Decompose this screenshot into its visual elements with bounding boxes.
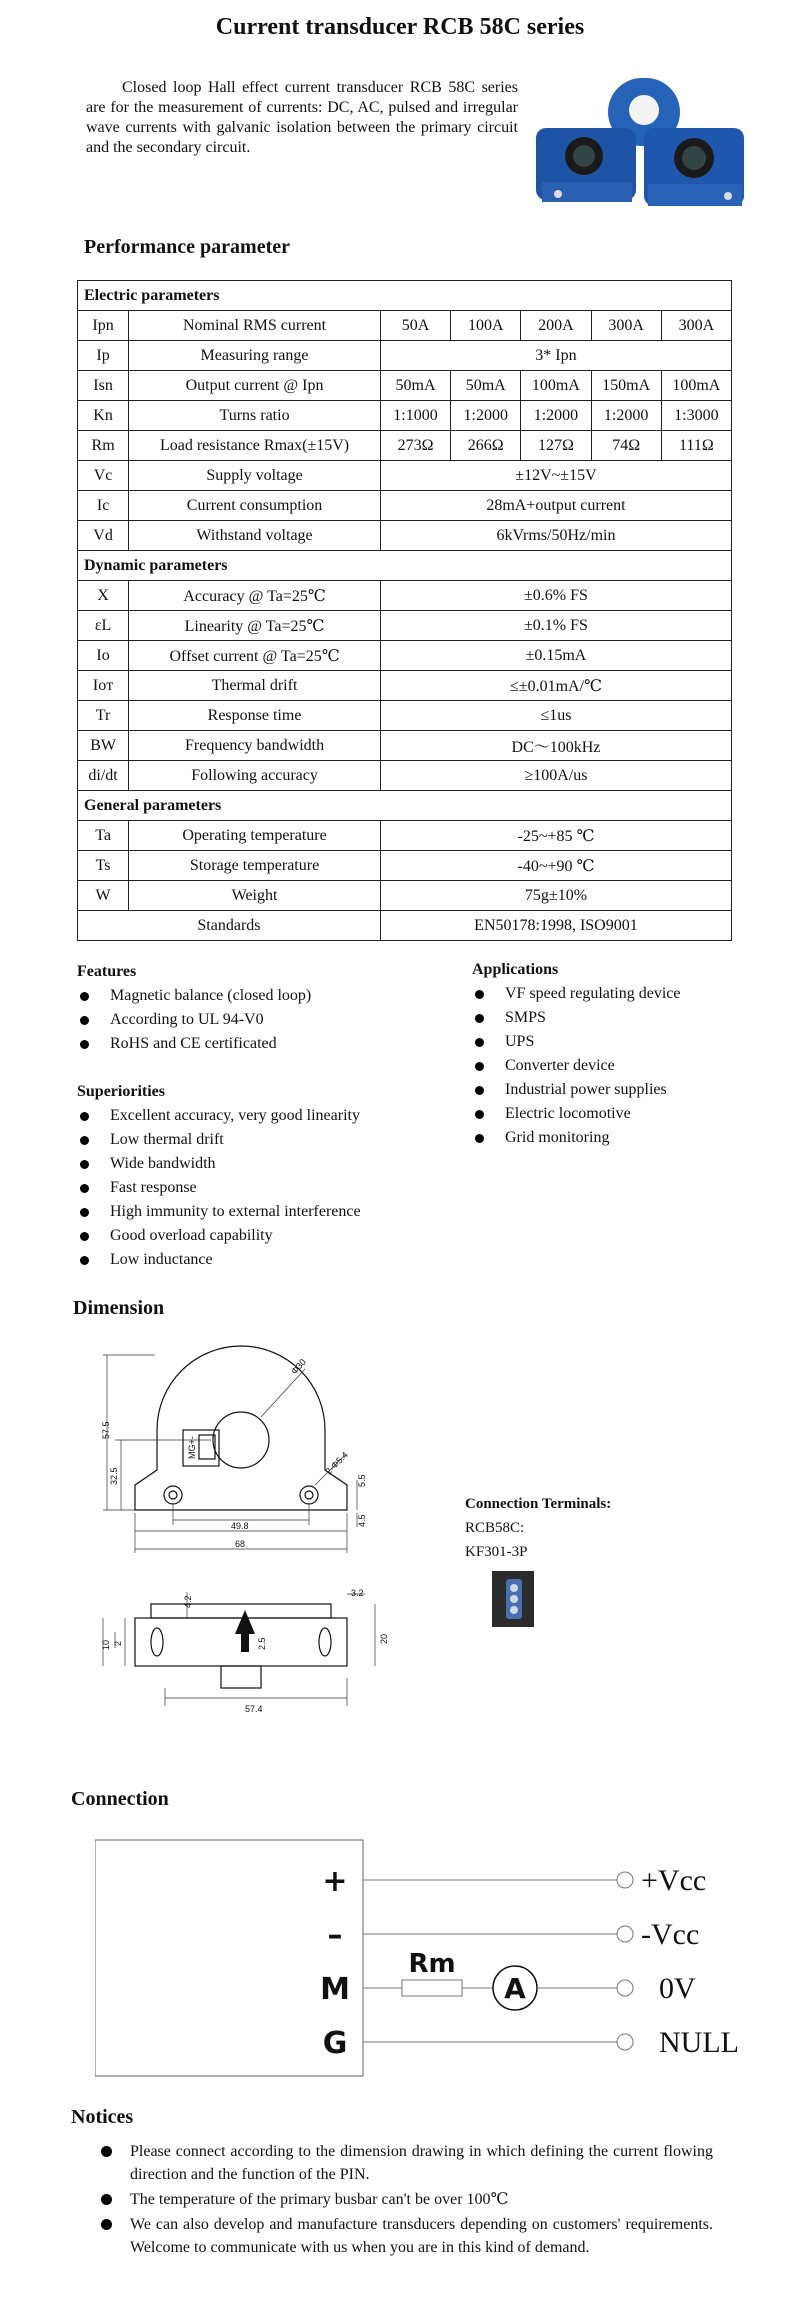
terminal-block-icon: [492, 1571, 534, 1627]
dim-label: 10: [101, 1639, 111, 1650]
list-item: VF speed regulating device: [472, 983, 681, 1007]
dim-label: 68: [235, 1539, 246, 1549]
table-cell: Isn: [78, 371, 129, 401]
terminals-part: KF301-3P: [465, 1544, 528, 1560]
list-item: Please connect according to the dimension drawing in which defining the current flowing direction and the function of the PIN.: [98, 2140, 713, 2186]
table-cell: 200A: [521, 311, 591, 341]
table-row: [78, 491, 732, 521]
table-cell: Standards: [78, 911, 381, 941]
connection-diagram: [95, 1838, 745, 2084]
table-cell: εL: [78, 611, 129, 641]
table-cell: 6kVrms/50Hz/min: [380, 521, 731, 551]
table-cell: 50mA: [451, 371, 521, 401]
pin-m: M: [320, 1972, 350, 2007]
table-cell: DC～100kHz: [380, 731, 731, 761]
dim-label: 3.2: [351, 1588, 364, 1598]
table-cell: 300A: [661, 311, 731, 341]
table-cell: Accuracy @ Ta=25℃: [129, 581, 381, 611]
side-dimension-drawing: [95, 1588, 415, 1718]
table-cell: 100A: [451, 311, 521, 341]
table-cell: Measuring range: [129, 341, 381, 371]
dim-label: 2-Φ5.4: [323, 1449, 351, 1477]
table-row: [78, 521, 732, 551]
table-cell: Vd: [78, 521, 129, 551]
table-cell: 50mA: [380, 371, 450, 401]
list-item: Good overload capability: [77, 1225, 361, 1249]
table-cell: X: [78, 581, 129, 611]
table-cell: 1:2000: [451, 401, 521, 431]
table-cell: Current consumption: [129, 491, 381, 521]
output-label: +Vcc: [641, 1864, 707, 1897]
group-general: General parameters: [78, 791, 732, 821]
table-row: [78, 461, 732, 491]
table-cell: 111Ω: [661, 431, 731, 461]
table-cell: 50A: [380, 311, 450, 341]
table-row: [78, 851, 732, 881]
list-item: According to UL 94-V0: [77, 1009, 311, 1033]
table-cell: Withstand voltage: [129, 521, 381, 551]
table-row: [78, 371, 732, 401]
list-item: Low thermal drift: [77, 1129, 361, 1153]
performance-title: Performance parameter: [84, 236, 290, 258]
list-item: Electric locomotive: [472, 1103, 681, 1127]
table-cell: Output current @ Ipn: [129, 371, 381, 401]
list-item: We can also develop and manufacture transducers depending on customers' requirements. Welcome to communicate with us when you are in this kind of demand.: [98, 2213, 713, 2259]
table-cell: 127Ω: [521, 431, 591, 461]
dim-label: 4.2: [183, 1595, 193, 1608]
connection-title: Connection: [71, 1788, 169, 1810]
table-cell: Linearity @ Ta=25℃: [129, 611, 381, 641]
dim-label: 2.5: [257, 1637, 267, 1650]
pins-label: MG+-: [187, 1436, 197, 1459]
table-cell: Ip: [78, 341, 129, 371]
table-cell: 100mA: [661, 371, 731, 401]
table-row: [78, 401, 732, 431]
table-cell: ±0.1% FS: [380, 611, 731, 641]
table-cell: Operating temperature: [129, 821, 381, 851]
terminal-vcc-minus: [617, 1926, 633, 1942]
table-cell: Turns ratio: [129, 401, 381, 431]
performance-table: [77, 280, 732, 941]
features-title: Features: [77, 963, 137, 980]
table-cell: ±0.15mA: [380, 641, 731, 671]
superiorities-title: Superiorities: [77, 1083, 165, 1100]
table-cell: 300A: [591, 311, 661, 341]
table-cell: 3* Ipn: [380, 341, 731, 371]
table-cell: W: [78, 881, 129, 911]
table-cell: di/dt: [78, 761, 129, 791]
table-cell: 273Ω: [380, 431, 450, 461]
connection-terminals: [465, 1492, 611, 1564]
list-item: Grid monitoring: [472, 1127, 681, 1151]
table-row: [78, 701, 732, 731]
pin-plus: +: [322, 1864, 348, 1899]
terminal-vcc-plus: [617, 1872, 633, 1888]
dim-label: 20: [379, 1633, 389, 1644]
terminals-model: RCB58C:: [465, 1520, 525, 1536]
table-cell: ≤±0.01mA/℃: [380, 671, 731, 701]
dim-label: Φ30: [289, 1356, 308, 1377]
list-item: Low inductance: [77, 1249, 361, 1273]
table-cell: Kn: [78, 401, 129, 431]
table-cell: Vc: [78, 461, 129, 491]
intro-paragraph: Closed loop Hall effect current transducer RCB 58C series are for the measurement of currents: DC, AC, pulsed and irregular wave currents with galvanic isolation between the primary circuit and the secondary circuit.: [86, 79, 518, 156]
table-row: [78, 671, 732, 701]
table-row: [78, 731, 732, 761]
table-row: [78, 551, 732, 581]
table-cell: ±0.6% FS: [380, 581, 731, 611]
list-item: The temperature of the primary busbar can't be over 100℃: [98, 2188, 713, 2211]
table-row: [78, 611, 732, 641]
group-dynamic: Dynamic parameters: [78, 551, 732, 581]
page-title: Current transducer RCB 58C series: [215, 14, 585, 40]
current-direction-arrow: [235, 1610, 255, 1652]
table-cell: ≥100A/us: [380, 761, 731, 791]
front-dimension-drawing: [95, 1335, 415, 1565]
resistor-rm: [402, 1980, 462, 1996]
output-label: 0V: [659, 1972, 696, 2005]
table-cell: Following accuracy: [129, 761, 381, 791]
table-cell: Ic: [78, 491, 129, 521]
table-cell: EN50178:1998, ISO9001: [380, 911, 731, 941]
table-cell: 266Ω: [451, 431, 521, 461]
output-label: -Vcc: [641, 1918, 700, 1951]
list-item: SMPS: [472, 1007, 681, 1031]
dim-label: 49.8: [231, 1521, 249, 1531]
applications-section: [472, 961, 681, 1151]
table-cell: Rm: [78, 431, 129, 461]
table-cell: Thermal drift: [129, 671, 381, 701]
table-row: [78, 881, 732, 911]
table-cell: 1:3000: [661, 401, 731, 431]
list-item: Magnetic balance (closed loop): [77, 985, 311, 1009]
dim-label: 57.4: [245, 1704, 263, 1714]
sensor-body-outline: [135, 1346, 347, 1510]
list-item: Excellent accuracy, very good linearity: [77, 1105, 361, 1129]
applications-title: Applications: [472, 961, 559, 978]
pin-minus: –: [327, 1918, 343, 1953]
table-row: [78, 581, 732, 611]
dim-label: 57.5: [101, 1421, 111, 1439]
resistor-label: Rm: [408, 1949, 456, 1979]
table-cell: 150mA: [591, 371, 661, 401]
table-cell: 1:1000: [380, 401, 450, 431]
table-row: [78, 281, 732, 311]
table-cell: -25~+85 ℃: [380, 821, 731, 851]
table-cell: 28mA+output current: [380, 491, 731, 521]
notices-list: [98, 2140, 713, 2261]
table-cell: Frequency bandwidth: [129, 731, 381, 761]
ammeter-label: A: [504, 1972, 526, 2005]
table-cell: Weight: [129, 881, 381, 911]
table-row: [78, 911, 732, 941]
table-cell: 1:2000: [591, 401, 661, 431]
table-cell: Ioт: [78, 671, 129, 701]
list-item: RoHS and CE certificated: [77, 1033, 311, 1057]
table-row: [78, 641, 732, 671]
table-cell: 74Ω: [591, 431, 661, 461]
terminal-null: [617, 2034, 633, 2050]
list-item: UPS: [472, 1031, 681, 1055]
features-section: [77, 963, 311, 1057]
table-cell: Offset current @ Ta=25℃: [129, 641, 381, 671]
dim-label: 2: [113, 1640, 123, 1646]
list-item: High immunity to external interference: [77, 1201, 361, 1225]
table-row: [78, 821, 732, 851]
dim-label: 32.5: [109, 1467, 119, 1485]
table-row: [78, 341, 732, 371]
table-cell: Response time: [129, 701, 381, 731]
table-cell: BW: [78, 731, 129, 761]
table-cell: Load resistance Rmax(±15V): [129, 431, 381, 461]
dim-label: 4.5: [357, 1514, 367, 1527]
table-cell: Ts: [78, 851, 129, 881]
list-item: Industrial power supplies: [472, 1079, 681, 1103]
table-cell: ±12V~±15V: [380, 461, 731, 491]
table-cell: -40~+90 ℃: [380, 851, 731, 881]
table-row: [78, 311, 732, 341]
superiorities-section: [77, 1083, 361, 1273]
dimension-title: Dimension: [73, 1297, 165, 1319]
table-cell: ≤1us: [380, 701, 731, 731]
terminals-title: Connection Terminals:: [465, 1496, 612, 1512]
table-cell: Nominal RMS current: [129, 311, 381, 341]
table-cell: Tr: [78, 701, 129, 731]
table-cell: Supply voltage: [129, 461, 381, 491]
terminal-0v: [617, 1980, 633, 1996]
list-item: Converter device: [472, 1055, 681, 1079]
table-row: [78, 761, 732, 791]
table-cell: 1:2000: [521, 401, 591, 431]
product-photo: [536, 76, 746, 210]
table-cell: Storage temperature: [129, 851, 381, 881]
table-cell: 100mA: [521, 371, 591, 401]
group-electric: Electric parameters: [78, 281, 732, 311]
dim-label: 5.5: [357, 1474, 367, 1487]
table-cell: Ipn: [78, 311, 129, 341]
table-row: [78, 791, 732, 821]
table-row: [78, 431, 732, 461]
pin-g: G: [322, 2026, 348, 2061]
notices-title: Notices: [71, 2106, 134, 2128]
table-cell: 75g±10%: [380, 881, 731, 911]
output-label: NULL: [659, 2026, 739, 2059]
table-cell: Io: [78, 641, 129, 671]
sensor-aperture: [213, 1412, 269, 1468]
list-item: Fast response: [77, 1177, 361, 1201]
table-cell: Ta: [78, 821, 129, 851]
list-item: Wide bandwidth: [77, 1153, 361, 1177]
